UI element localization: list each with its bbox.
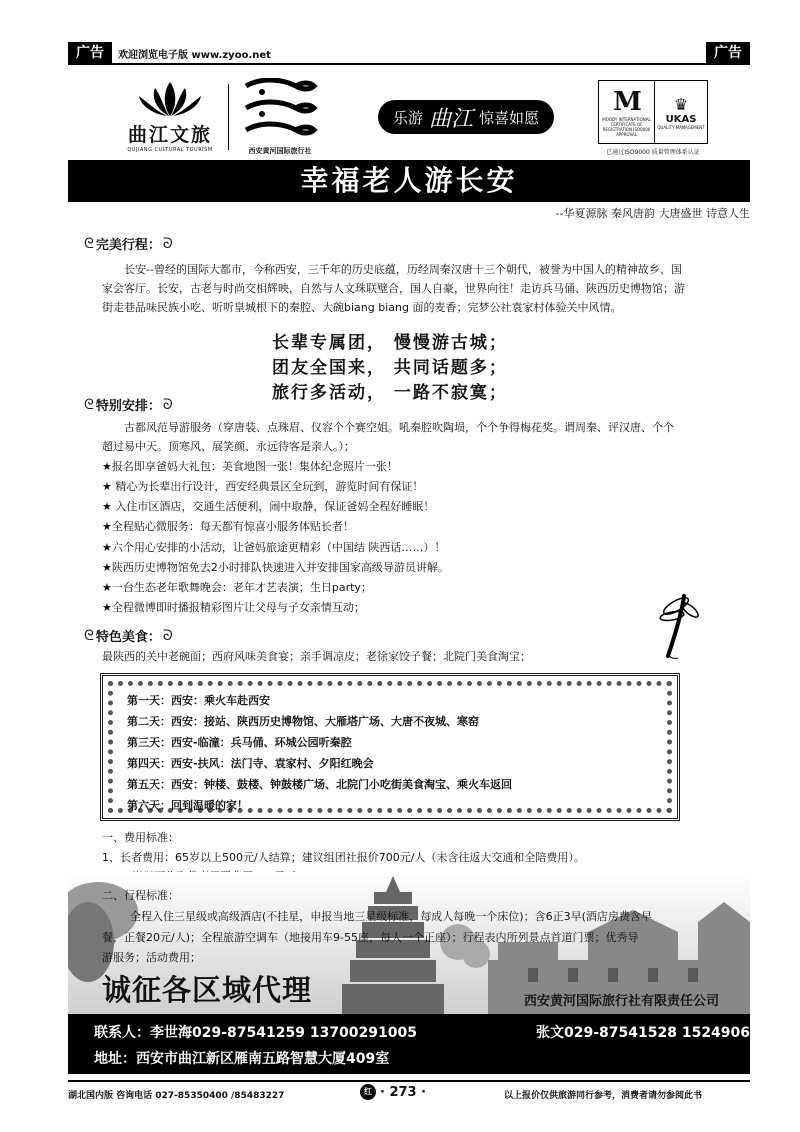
iso-certification — [598, 80, 708, 156]
ad-tag-left: 广告 — [68, 42, 112, 64]
lotus-brand-name: 曲江文旅 — [127, 124, 212, 146]
intro-line-text: 长安--曾经的国际大都市，今称西安，三千年的历史底蕴，历经周秦汉唐十三个朝代，被誉为中国人的精神故乡、国 — [124, 263, 682, 276]
special-intro-line — [102, 418, 722, 437]
contact-person-1: 联系人：李世海029-87541259 13700291005 — [94, 1025, 417, 1041]
footer-edition: 湖北国内版 咨询电话 027-85350400 /85483227 — [68, 1091, 285, 1101]
verse-line: 长辈专属团， 慢慢游古城； — [272, 333, 508, 353]
swirl-icon: ᘐ — [162, 235, 173, 252]
title-banner — [68, 160, 750, 202]
list-item: ★六个用心安排的小活动，让爸妈旅途更精彩（中国结 陕西话……）！ — [102, 541, 446, 554]
fish-brand-sub: 西安黄河国际旅行社 — [248, 147, 312, 155]
footer-rule — [68, 1080, 750, 1082]
standard-line: 全程入住三星级或高级酒店(不挂星，申报当地三星级标准，每成人每晚一个床位)；含6正3早(酒店房费含早 — [130, 910, 652, 923]
verse-line: 旅行多活动， 一路不寂寞； — [272, 383, 508, 403]
lotus-icon — [125, 80, 215, 118]
moody-text: MOODY INTERNATIONAL CERTIFICATE OF REGISTRATION ISO9000 APPROVAL — [602, 117, 651, 137]
contact-bar — [68, 1014, 789, 1074]
yellow-river-logo — [240, 78, 320, 156]
publisher-badge-icon: 红 — [360, 1084, 376, 1100]
slogan-right: 惊喜如愿 — [479, 108, 540, 127]
lotus-brand-sub: QUJIANG CULTURAL TOURISM — [127, 147, 213, 153]
swirl-icon: ᘓ — [84, 627, 94, 644]
itinerary-day: 第二天：西安：接站、陕西历史博物馆、大雁塔广场、大唐不夜城、寒窑 — [127, 715, 479, 728]
logo-divider — [228, 84, 229, 150]
section-heading-itinerary — [84, 234, 173, 253]
intro-line: 家会客厅。长安，古老与时尚交相辉映，自然与人文珠联璧合，国人自豪，世界向往！走访兵马俑、陕西历史博物馆；游 — [102, 282, 685, 295]
ukas-mark — [655, 81, 707, 143]
contact-address: 地址：西安市曲江新区雁南五路智慧大厦409室 — [94, 1051, 390, 1067]
moody-mark — [599, 81, 655, 143]
section-heading-special — [84, 395, 173, 414]
list-item: ★报名即享爸妈大礼包：美食地图一张！集体纪念照片一张！ — [102, 460, 398, 473]
ad-tag-right: 广告 — [706, 42, 750, 64]
crown-icon: ♛ — [673, 94, 689, 114]
verse-line: 团友全国来， 共同话题多； — [272, 358, 508, 378]
intro-line: 街走巷品味民族小吃、听听皇城根下的秦腔、大碗biang biang 面的麦香；完梦公社袁家村体验关中风情。 — [102, 301, 622, 314]
itinerary-day: 第四天：西安-扶风：法门寺、袁家村、夕阳红晚会 — [127, 757, 374, 770]
footer-disclaimer: 以上报价仅供旅游同行参考，消费者请勿参阅此书 — [504, 1091, 703, 1101]
swirl-icon: ᘓ — [84, 235, 94, 252]
fee-heading: 一、费用标准： — [102, 831, 179, 844]
contact-person-2: 张文029-87541528 15249062679 — [536, 1025, 789, 1041]
standard-heading: 二、行程标准： — [102, 889, 179, 902]
section-heading-label: 特色美食： — [95, 630, 161, 645]
list-item: ★陕西历史博物馆免去2小时排队快速进入并安排国家高级导游员讲解。 — [102, 561, 449, 574]
itinerary-day: 第三天：西安-临潼：兵马俑、环城公园听秦腔 — [127, 736, 352, 749]
itinerary-frame — [100, 673, 680, 821]
itinerary-day: 第五天：西安：钟楼、鼓楼、钟鼓楼广场、北院门小吃街美食淘宝、乘火车返回 — [127, 778, 512, 791]
company-name: 西安黄河国际旅行社有限责任公司 — [524, 994, 720, 1009]
slogan-badge — [378, 100, 554, 134]
banner-subtitle: --华夏源脉 秦风唐韵 大唐盛世 诗意人生 — [555, 207, 750, 220]
fish-icon — [240, 78, 320, 140]
recruit-headline: 诚征各区域代理 — [102, 973, 313, 1007]
welcome-text: 欢迎浏览电子版 www.zyoo.net — [118, 50, 271, 61]
list-item: ★全程贴心微服务：每天都有惊喜小服务体贴长者！ — [102, 520, 354, 533]
section-heading-label: 完美行程： — [95, 238, 161, 253]
page-number-text: · 273 · — [380, 1084, 427, 1100]
intro-line — [102, 260, 722, 279]
section-heading-food — [84, 626, 173, 645]
moody-logo-icon: M — [613, 87, 640, 117]
special-intro — [102, 418, 722, 456]
intro-paragraph — [102, 260, 722, 317]
qujiang-logo — [125, 80, 215, 153]
list-item: ★ 精心为长辈出行设计，西安经典景区全玩到，游览时间有保证！ — [102, 480, 424, 493]
page-number — [360, 1084, 426, 1100]
slogan-mid: 曲江 — [428, 106, 473, 132]
top-rule — [68, 63, 750, 65]
swirl-icon: ᘐ — [162, 627, 173, 644]
slogan-left: 乐游 — [392, 108, 423, 127]
food-line: 最陕西的关中老碗面；西府风味美食宴；亲手调凉皮；老徐家饺子餐；北院门美食淘宝； — [102, 650, 531, 663]
standard-line: 游服务；活动费用； — [102, 951, 201, 964]
fee-line: 1、长者费用：65岁以上500元/人结算；建议组团社报价700元/人（未含往返大交通和全陪费用）。 — [102, 851, 585, 864]
special-intro-line: 超过易中天。顶寒风、展笑颜、永远待客是亲人。）； — [102, 440, 355, 453]
special-intro-text: 古都风范导游服务（穿唐装、点珠眉、仪容个个赛空姐。吼秦腔吹陶埙，个个争得梅花奖。谓周秦、评汉唐、个个 — [124, 421, 674, 434]
itinerary-day: 第一天：西安：乘火车赴西安 — [127, 694, 270, 707]
standard-line: 餐，正餐20元/人)；全程旅游空调车（地接用车9-55座，每人一个正座）；行程表内所列景点首道门票；优秀导 — [102, 931, 639, 944]
list-item: ★ 入住市区酒店，交通生活便利，闹中取静，保证爸妈全程好睡眠！ — [102, 500, 435, 513]
dragonfly-icon — [654, 592, 700, 662]
banner-title: 幸福老人游长安 — [300, 164, 518, 197]
itinerary-day: 第六天：回到温暖的家！ — [127, 799, 248, 812]
ukas-label: UKAS — [665, 113, 697, 125]
swirl-icon: ᘓ — [84, 396, 94, 413]
list-item: ★一台生态老年歌舞晚会：老年才艺表演；生日party； — [102, 581, 372, 594]
section-heading-label: 特别安排： — [95, 399, 161, 414]
cert-note: 已通过ISO9000 质量管理体系认证 — [606, 149, 700, 156]
list-item: ★全程微博即时播报精彩图片让父母与子女亲情互动； — [102, 601, 365, 614]
swirl-icon: ᘐ — [162, 396, 173, 413]
ukas-sub: QUALITY MANAGEMENT — [657, 124, 705, 130]
